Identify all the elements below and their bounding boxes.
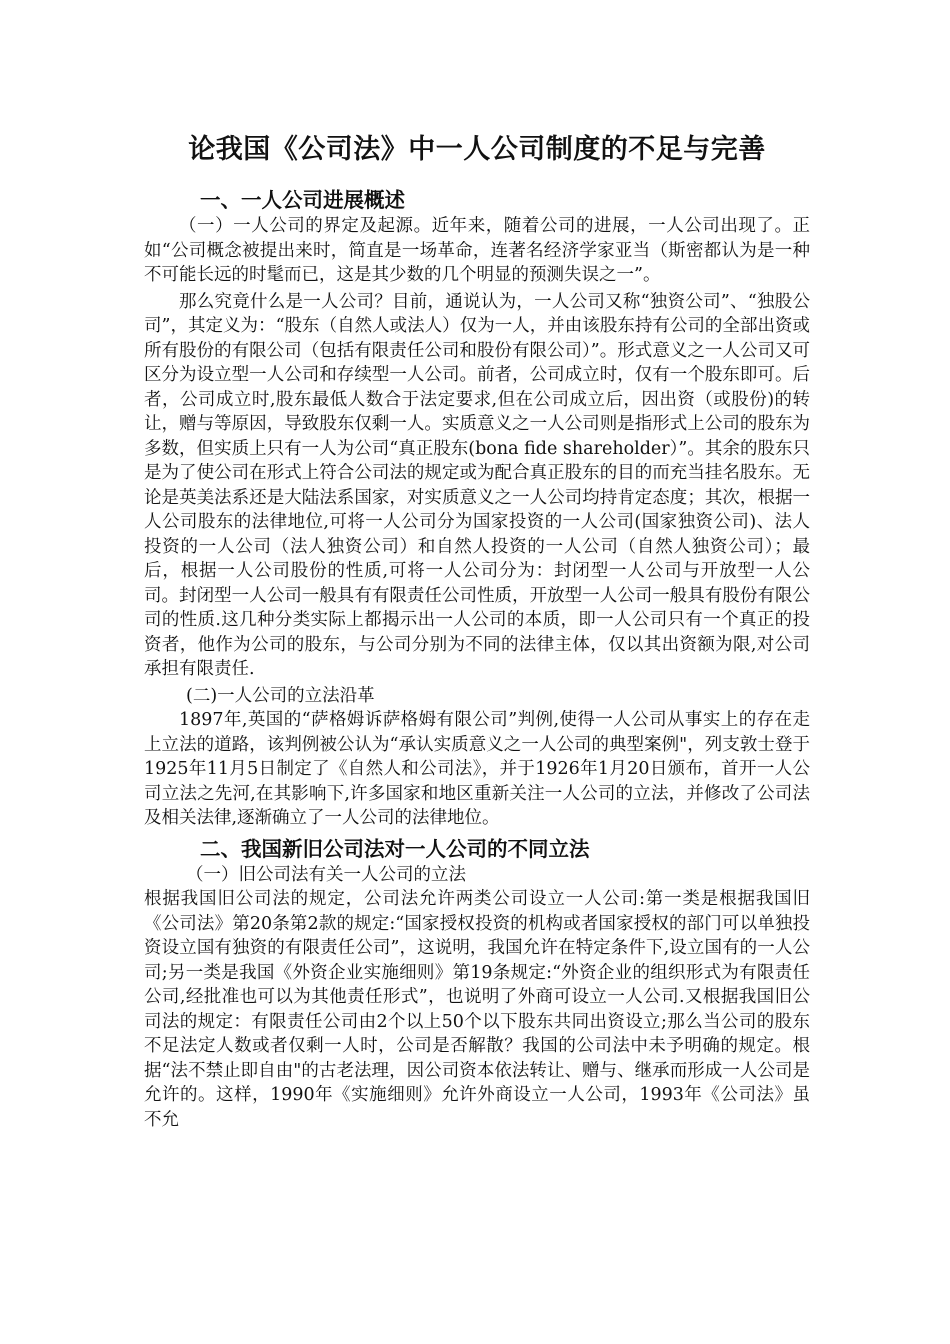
section-heading-new-old-law: 二、我国新旧公司法对一人公司的不同立法 (200, 836, 590, 861)
subheading-legislative-history: (二)一人公司的立法沿革 (186, 685, 375, 706)
paragraph-old-law: 根据我国旧公司法的规定，公司法允许两类公司设立一人公司:第一类是根据我国旧《公司法》第20条第2款的规定:“国家授权投资的机构或者国家授权的部门可以单独投资设立国有独资的有限责任公司”，这说明，我国允许在特定条件下,设立国有的一人公司;另一类是我国《外资企业实施细则》第19条规定:“外资企业的组织形式为有限责任公司,经批准也可以为其他责任形式”，也说明了外商可设立一人公司.又根据我国旧公司法的规定：有限责任公司由2个以上50个以下股东共同出资设立;那么当公司的股东不足法定人数或者仅剩一人时，公司是否解散？我国的公司法中未予明确的规定。根据“法不禁止即自由"的古老法理，因公司资本依法转让、赠与、继承而形成一人公司是允许的。这样，1990年《实施细则》允许外商设立一人公司，1993年《公司法》虽不允 (144, 889, 810, 1130)
section-heading-overview: 一、一人公司进展概述 (200, 188, 405, 212)
paragraph-what-is-one-person-company: 那么究竟什么是一人公司？目前，通说认为，一人公司又称“独资公司”、“独股公司”，其定义为：“股东（自然人或法人）仅为一人，并由该股东持有公司的全部出资或所有股份的有限公司（包括有限责任公司和股份有限公司）”。形式意义之一人公司又可区分为设立型一人公司和存续型一人公司。前者，公司成立时，仅有一个股东即可。后者，公司成立时,股东最低人数合于法定要求,但在公司成立后，因出资（或股份)的转让，赠与等原因，导致股东仅剩一人。实质意义之一人公司则是指形式上公司的股东为多数，但实质上只有一人为公司“真正股东(bona fide shareholder）”。其余的股东只是为了使公司在形式上符合公司法的规定或为配合真正股东的目的而充当挂名股东。无论是英美法系还是大陆法系国家，对实质意义之一人公司均持肯定态度；其次，根据一人公司股东的法律地位,可将一人公司分为国家投资的一人公司(国家独资公司)、法人投资的一人公司（法人独资公司）和自然人投资的一人公司（自然人独资公司）；最后，根据一人公司股份的性质,可将一人公司分为：封闭型一人公司与开放型一人公司。封闭型一人公司一般具有有限责任公司性质，开放型一人公司一般具有股份有限公司的性质.这几种分类实际上都揭示出一人公司的本质，即一人公司只有一个真正的投资者，他作为公司的股东，与公司分别为不同的法律主体，仅以其出资额为限,对公司承担有限责任. (144, 291, 810, 679)
paragraph-definition-origin: （一）一人公司的界定及起源。近年来，随着公司的进展，一人公司出现了。正如“公司概念被提出来时，简直是一场革命，连著名经济学家亚当（斯密都认为是一种不可能长远的时髦而已，这是其少数的几个明显的预测失误之一”。 (144, 216, 810, 285)
document-body (144, 128, 810, 1134)
subheading-old-law: （一）旧公司法有关一人公司的立法 (186, 864, 466, 885)
paragraph-legislative-history: 1897年,英国的“萨格姆诉萨格姆有限公司”判例,使得一人公司从事实上的存在走上立法的道路，该判例被公认为“承认实质意义之一人公司的典型案例"，列支敦士登于1925年11月5日制定了《自然人和公司法》，并于1926年1月20日颁布，首开一人公司立法之先河,在其影响下,许多国家和地区重新关注一人公司的立法，并修改了公司法及相关法律,逐渐确立了一人公司的法律地位。 (144, 710, 810, 828)
document-title: 论我国《公司法》中一人公司制度的不足与完善 (188, 134, 766, 165)
